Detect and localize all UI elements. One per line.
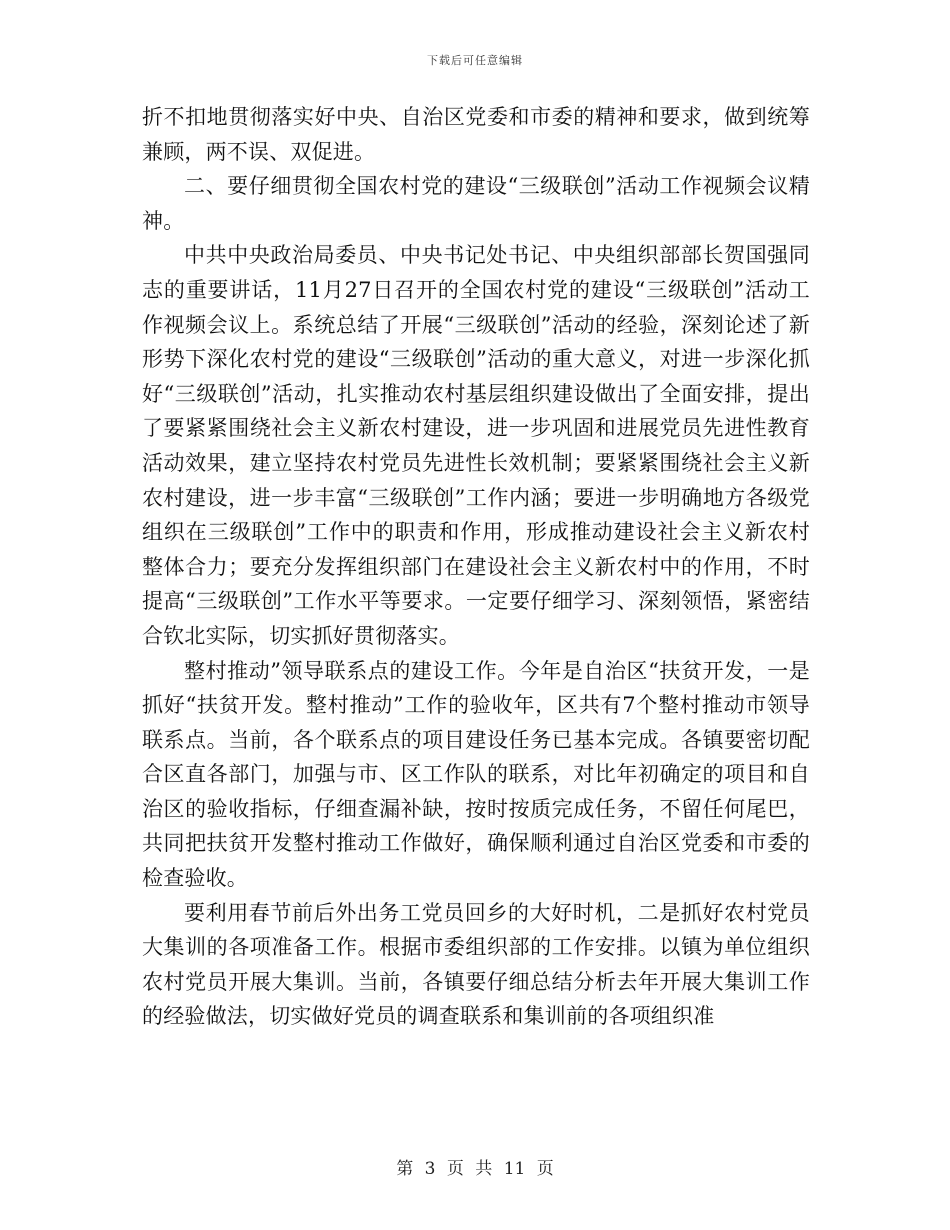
paragraph-3: 中共中央政治局委员、中央书记处书记、中央组织部部长贺国强同志的重要讲话，11月27日召开的全国农村党的建设“三级联创”活动工作视频会议上。系统总结了开展“三级联创”活动的经验，深刻论述了新形势下深化农村党的建设“三级联创”活动的重大意义，对进一步深化抓好“三级联创”活动，扎实推动农村基层组织建设做出了全面安排，提出了要紧紧围绕社会主义新农村建设，进一步巩固和进展党员先进性教育活动效果，建立坚持农村党员先进性长效机制；要紧紧围绕社会主义新农村建设，进一步丰富“三级联创”工作内涵；要进一步明确地方各级党组织在三级联创”工作中的职责和作用，形成推动建设社会主义新农村整体合力；要充分发挥组织部门在建设社会主义新农村中的作用，不时提高“三级联创”工作水平等要求。一定要仔细学习、深刻领悟，紧密结合钦北实际，切实抓好贯彻落实。 bbox=[142, 243, 810, 648]
paragraph-2: 二、要仔细贯彻全国农村党的建设“三级联创”活动工作视频会议精神。 bbox=[142, 174, 810, 233]
document-body bbox=[142, 100, 810, 1034]
paragraph-5: 要利用春节前后外出务工党员回乡的大好时机，二是抓好农村党员大集训的各项准备工作。根据市委组织部的工作安排。以镇为单位组织农村党员开展大集训。当前，各镇要仔细总结分析去年开展大集训工作的经验做法，切实做好党员的调查联系和集训前的各项组织准 bbox=[142, 900, 810, 1029]
paragraph-1: 折不扣地贯彻落实好中央、自治区党委和市委的精神和要求，做到统筹兼顾，两不误、双促进。 bbox=[142, 105, 810, 164]
page-header: 下载后可任意编辑 bbox=[427, 54, 523, 67]
paragraph-4: 整村推动”领导联系点的建设工作。今年是自治区“扶贫开发，一是抓好“扶贫开发。整村推动”工作的验收年，区共有7个整村推动市领导联系点。当前，各个联系点的项目建设任务已基本完成。各镇要密切配合区直各部门，加强与市、区工作队的联系，对比年初确定的项目和自治区的验收指标，仔细查漏补缺，按时按质完成任务，不留任何尾巴，共同把扶贫开发整村推动工作做好，确保顺利通过自治区党委和市委的检查验收。 bbox=[142, 658, 810, 891]
page-number-footer: 第 3 页 共 11 页 bbox=[396, 1159, 554, 1179]
